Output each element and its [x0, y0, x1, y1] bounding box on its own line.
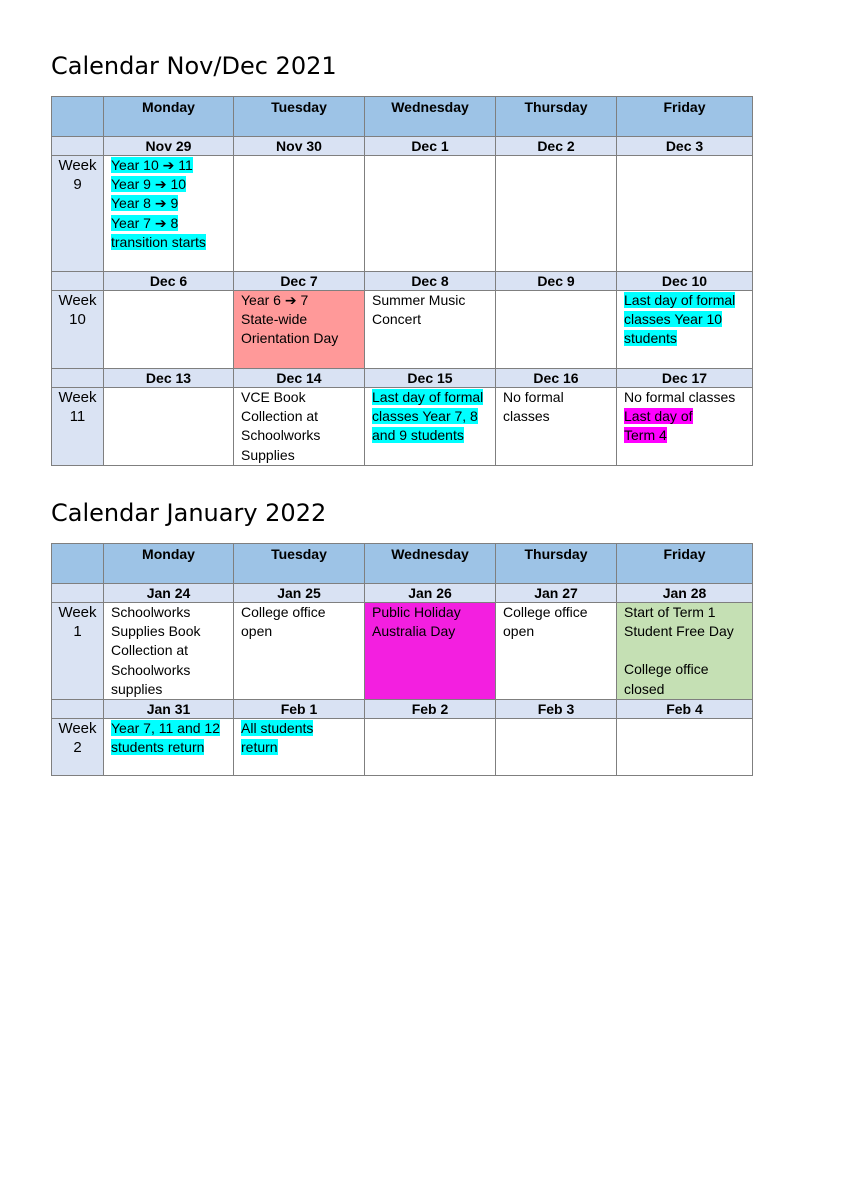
event-cell-dec7	[234, 291, 365, 369]
events-row-week9	[52, 156, 753, 272]
date-cell: Jan 28	[617, 584, 753, 603]
week-word: Week	[58, 292, 97, 309]
event-line: Public Holiday	[372, 604, 461, 620]
event-cell-dec13	[104, 388, 234, 466]
week-word: Week	[58, 604, 97, 621]
day-header-row	[52, 97, 753, 137]
event-line: All students	[241, 720, 314, 737]
event-cell-jan31	[104, 719, 234, 776]
event-cell-nov29	[104, 156, 234, 272]
event-line: classes	[503, 408, 550, 425]
event-cell-feb3	[496, 719, 617, 776]
date-cell: Nov 29	[104, 137, 234, 156]
blank-line	[624, 641, 746, 660]
event-cell-feb4	[617, 719, 753, 776]
event-line: Year 7 ➔ 8	[111, 214, 179, 231]
day-header-wednesday: Wednesday	[365, 97, 496, 137]
week-label	[52, 603, 104, 700]
event-line: Year 7, 11 and 12	[111, 720, 220, 737]
date-cell: Jan 25	[234, 584, 365, 603]
date-row-week1	[52, 584, 753, 603]
event-line: Orientation Day	[241, 330, 339, 347]
event-line: Australia Day	[372, 623, 456, 640]
date-cell: Dec 7	[234, 272, 365, 291]
week-number: 2	[73, 739, 82, 757]
date-corner	[52, 369, 104, 388]
event-line: College office	[503, 604, 588, 620]
event-line: Year 9 ➔ 10	[111, 176, 187, 193]
event-cell-dec15	[365, 388, 496, 466]
corner-cell	[52, 544, 104, 584]
date-cell: Feb 2	[365, 700, 496, 719]
date-cell: Dec 3	[617, 137, 753, 156]
week-number: 11	[69, 408, 86, 426]
day-header-tuesday: Tuesday	[234, 544, 365, 584]
calendar-table-nov-dec	[51, 96, 753, 466]
event-cell-jan27	[496, 603, 617, 700]
event-cell-dec8	[365, 291, 496, 369]
date-cell: Dec 8	[365, 272, 496, 291]
date-cell: Jan 26	[365, 584, 496, 603]
event-line: VCE Book	[241, 389, 306, 405]
date-cell: Dec 6	[104, 272, 234, 291]
date-corner	[52, 584, 104, 603]
week-label	[52, 388, 104, 466]
event-cell-dec16	[496, 388, 617, 466]
event-line: No formal classes	[624, 389, 736, 405]
event-line: College office	[241, 604, 326, 620]
event-cell-dec1	[365, 156, 496, 272]
event-line: Last day of formal	[372, 389, 484, 405]
event-line: Student Free Day	[624, 623, 734, 640]
date-corner	[52, 700, 104, 719]
event-line: and 9 students	[372, 427, 464, 444]
date-cell: Feb 1	[234, 700, 365, 719]
event-line: Concert	[372, 311, 422, 328]
event-line: Supplies Book	[111, 623, 201, 640]
event-cell-jan26	[365, 603, 496, 700]
date-cell: Feb 4	[617, 700, 753, 719]
event-line: open	[503, 623, 535, 640]
events-row-week11	[52, 388, 753, 466]
week-label	[52, 291, 104, 369]
day-header-friday: Friday	[617, 97, 753, 137]
event-cell-dec14	[234, 388, 365, 466]
day-header-monday: Monday	[104, 97, 234, 137]
event-cell-dec3	[617, 156, 753, 272]
date-corner	[52, 272, 104, 291]
day-header-monday: Monday	[104, 544, 234, 584]
event-line: No formal	[503, 389, 564, 405]
date-row-week10	[52, 272, 753, 291]
week-word: Week	[58, 720, 97, 738]
calendar-table-january	[51, 543, 753, 776]
week-label	[52, 719, 104, 776]
events-row-week10	[52, 291, 753, 369]
events-row-week1	[52, 603, 753, 700]
calendar-title-nov-dec: Calendar Nov/Dec 2021	[51, 52, 337, 80]
week-word: Week	[58, 157, 97, 174]
date-cell: Dec 10	[617, 272, 753, 291]
week-number: 9	[73, 176, 82, 194]
event-cell-feb1	[234, 719, 365, 776]
event-line: Schoolworks	[111, 661, 191, 678]
day-header-thursday: Thursday	[496, 97, 617, 137]
event-line: transition starts	[111, 233, 206, 250]
event-line: closed	[624, 680, 665, 697]
day-header-row	[52, 544, 753, 584]
event-line: Schoolworks	[241, 427, 321, 444]
corner-cell	[52, 97, 104, 137]
date-cell: Dec 9	[496, 272, 617, 291]
event-cell-nov30	[234, 156, 365, 272]
date-row-week11	[52, 369, 753, 388]
events-row-week2	[52, 719, 753, 776]
day-header-friday: Friday	[617, 544, 753, 584]
week-number: 10	[69, 311, 86, 329]
event-line: supplies	[111, 680, 163, 697]
event-line: Year 6 ➔ 7	[241, 292, 309, 308]
date-cell: Dec 13	[104, 369, 234, 388]
event-line: students return	[111, 739, 205, 756]
event-line: Supplies	[241, 446, 295, 463]
date-cell: Dec 1	[365, 137, 496, 156]
date-cell: Jan 27	[496, 584, 617, 603]
calendar-title-january: Calendar January 2022	[51, 499, 327, 527]
date-row-week9	[52, 137, 753, 156]
event-line: Collection at	[111, 642, 189, 659]
event-line: Start of Term 1	[624, 604, 716, 620]
date-cell: Dec 14	[234, 369, 365, 388]
date-cell: Jan 24	[104, 584, 234, 603]
event-line: Schoolworks	[111, 604, 191, 620]
date-cell: Feb 3	[496, 700, 617, 719]
event-cell-dec2	[496, 156, 617, 272]
event-line: Last day of	[624, 408, 693, 425]
date-cell: Nov 30	[234, 137, 365, 156]
date-cell: Jan 31	[104, 700, 234, 719]
event-cell-jan28	[617, 603, 753, 700]
event-line: State-wide	[241, 311, 308, 328]
date-cell: Dec 16	[496, 369, 617, 388]
event-cell-dec9	[496, 291, 617, 369]
event-line: return	[241, 739, 278, 756]
date-row-week2	[52, 700, 753, 719]
date-cell: Dec 17	[617, 369, 753, 388]
event-cell-jan24	[104, 603, 234, 700]
event-line: College office	[624, 661, 709, 678]
date-cell: Dec 15	[365, 369, 496, 388]
date-cell: Dec 2	[496, 137, 617, 156]
event-line: Term 4	[624, 427, 667, 444]
event-cell-jan25	[234, 603, 365, 700]
event-line: Year 8 ➔ 9	[111, 195, 179, 212]
week-number: 1	[73, 623, 82, 641]
event-line: Collection at	[241, 408, 319, 425]
week-label	[52, 156, 104, 272]
date-corner	[52, 137, 104, 156]
event-line: classes Year 7, 8	[372, 408, 478, 425]
event-cell-dec6	[104, 291, 234, 369]
week-word: Week	[58, 389, 97, 406]
event-line: students	[624, 330, 677, 347]
event-cell-dec10	[617, 291, 753, 369]
event-line: classes Year 10	[624, 311, 723, 328]
event-line: open	[241, 623, 273, 640]
event-line: Last day of formal	[624, 292, 736, 308]
day-header-tuesday: Tuesday	[234, 97, 365, 137]
day-header-thursday: Thursday	[496, 544, 617, 584]
event-line: Summer Music	[372, 292, 466, 308]
event-line: Year 10 ➔ 11	[111, 157, 193, 173]
event-cell-dec17	[617, 388, 753, 466]
day-header-wednesday: Wednesday	[365, 544, 496, 584]
event-cell-feb2	[365, 719, 496, 776]
